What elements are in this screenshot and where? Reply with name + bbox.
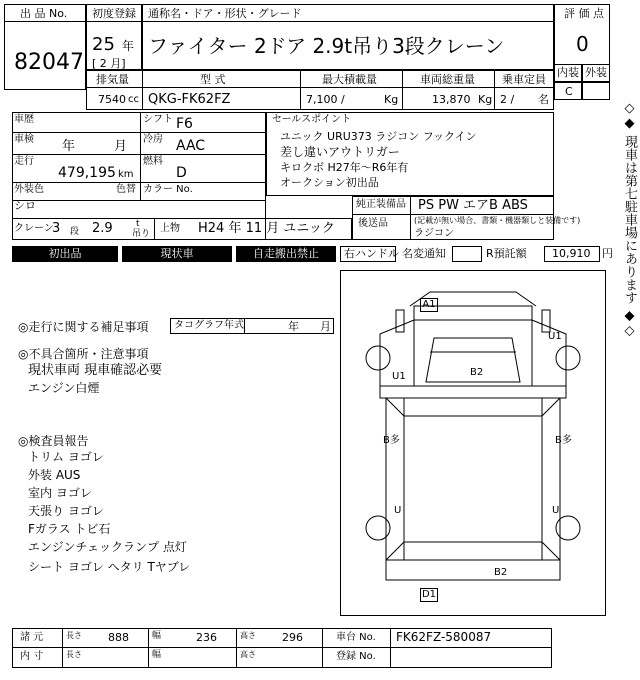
supp-title: ◎走行に関する補足事項	[18, 320, 149, 334]
tacho-year: 年	[288, 320, 299, 333]
name-label: 通称名・ドア・形状・グレード	[148, 7, 302, 20]
dims-row-line	[12, 647, 552, 648]
after-value: ラジコン	[414, 228, 454, 239]
equip-value: PS PW エアB ABS	[418, 198, 528, 213]
crane-ton-sub: 吊り	[132, 229, 151, 239]
header-divider	[86, 4, 554, 22]
fuel-label: 燃料	[143, 156, 163, 167]
len-value: 888	[108, 631, 129, 644]
sales-line-3: キロクボ H27年～R6年有	[280, 161, 409, 174]
load-label: 最大積載量	[322, 73, 377, 86]
equip-sep	[410, 196, 411, 240]
details-row4	[12, 200, 266, 201]
ac-label: 冷房	[143, 134, 163, 145]
spec-sep3	[402, 70, 403, 110]
defect-line-2: エンジン白煙	[28, 381, 100, 395]
rating-value: 0	[576, 32, 589, 56]
reg-label: 初度登録	[92, 7, 136, 20]
damage-u-right: U	[552, 505, 560, 516]
damage-a1: A1	[420, 298, 438, 312]
rating-label: 評 価 点	[564, 7, 604, 20]
damage-b-right: B多	[555, 435, 572, 446]
colorcode-label: 色替	[116, 184, 136, 195]
reg-year: 25	[92, 34, 115, 55]
colorno-label: カラー No.	[143, 184, 193, 195]
mileage-unit: km	[118, 169, 134, 180]
mileage-label: 走行	[14, 156, 34, 167]
color-value: シロ	[14, 199, 36, 212]
disp-label: 排気量	[96, 73, 129, 86]
tacho-label: タコグラフ年式	[174, 320, 244, 331]
crane-stage: 3	[52, 221, 61, 236]
lot-label: 出 品 No.	[20, 7, 68, 20]
type-label: 型 式	[200, 73, 226, 86]
equip-row-line	[352, 214, 554, 215]
load-unit: Kg	[384, 93, 399, 106]
cap-label: 乗車定員	[502, 73, 546, 86]
type-value: QKG-FK62FZ	[148, 92, 231, 107]
fuel-value: D	[176, 165, 187, 181]
reg-month: [ 2 月]	[92, 57, 126, 70]
details-row3	[12, 182, 266, 183]
defect-line-1: 現状車両 現車確認必要	[28, 363, 163, 378]
recycle-value: 10,910	[552, 247, 591, 260]
upper-value: H24 年 11 月 ユニック	[198, 221, 335, 236]
dim-label: 諸 元	[20, 632, 44, 643]
inspector-line-4: 天張り ヨゴレ	[28, 504, 104, 518]
hei-value: 296	[282, 631, 303, 644]
sales-line-2: 差し違いアウトリガー	[280, 145, 400, 159]
damage-u-left: U	[394, 505, 402, 516]
interior-label: 内装	[557, 66, 579, 79]
inspection-label: 車検	[14, 134, 34, 145]
spec-sep1	[142, 70, 143, 110]
disp-value: 7540	[98, 93, 126, 106]
crane-stage-unit: 段	[70, 227, 80, 237]
damage-b2-bottom: B2	[494, 567, 508, 578]
inspector-line-2: 外装 AUS	[28, 468, 81, 482]
insp-year: 年	[62, 139, 76, 154]
cap-value: 2 /	[500, 93, 515, 106]
gvw-label: 車両総重量	[420, 73, 475, 86]
details-row2	[12, 154, 266, 155]
spec-sep2	[300, 70, 301, 110]
sales-line-4: オークション初出品	[280, 176, 379, 189]
color-label: 外装色	[14, 184, 44, 195]
damage-b2-top: B2	[470, 367, 484, 378]
badge-as-is: 現状車	[122, 246, 232, 262]
after-label: 後送品	[358, 218, 388, 229]
inspector-line-1: トリム ヨゴレ	[28, 450, 104, 464]
reg-no-label: 登録 No.	[336, 651, 376, 662]
wid-label-2: 幅	[152, 650, 162, 660]
steering: 右ハンドル	[344, 247, 399, 260]
interior-grade: C	[565, 85, 573, 98]
recycle-label: R預託額	[486, 247, 527, 260]
ac-value: AAC	[176, 138, 206, 154]
dims-sep1	[62, 628, 63, 668]
badge-no-self-drive: 自走搬出禁止	[236, 246, 336, 262]
damage-u1-right: U1	[548, 331, 562, 342]
dims-sep2	[148, 628, 149, 668]
lot-divider	[4, 4, 86, 22]
cap-unit: 名	[538, 93, 549, 106]
defect-title: ◎不具合箇所・注意事項	[18, 347, 149, 361]
inspector-line-7: シート ヨゴレ ヘタリ Tヤブレ	[28, 560, 191, 574]
inspector-line-5: Fガラス トビ石	[28, 522, 111, 536]
disp-unit: cc	[128, 94, 139, 105]
cap-dim-label: 内 寸	[20, 651, 44, 662]
namechg-box	[452, 246, 482, 262]
shift-label: シフト	[143, 114, 173, 125]
upper-label: 上物	[160, 223, 180, 234]
exterior-grade-cell	[582, 82, 610, 100]
hei-label-2: 高さ	[240, 650, 256, 659]
chassis-label: 車台 No.	[336, 632, 376, 643]
tacho-sep	[244, 318, 245, 334]
crane-ton-unit: t	[136, 219, 140, 229]
sales-line-1: ユニック URU373 ラジコン フックイン	[280, 130, 477, 143]
dims-sep5	[390, 628, 391, 668]
crane-sep	[154, 218, 155, 240]
damage-u1-left: U1	[392, 371, 406, 382]
wid-label: 幅	[152, 631, 162, 641]
after-note: (記載が無い場合、書類・機器類しと装備です)	[414, 216, 581, 225]
dims-sep4	[322, 628, 323, 668]
insp-month: 月	[114, 139, 128, 154]
inspector-line-6: エンジンチェックランプ 点灯	[28, 540, 187, 554]
spec-sep4	[494, 70, 495, 110]
mileage-value: 479,195	[58, 165, 116, 181]
wid-value: 236	[196, 631, 217, 644]
load-value: 7,100 /	[306, 93, 345, 106]
shift-value: F6	[176, 116, 193, 132]
exterior-label: 外装	[585, 66, 607, 79]
reg-year-unit: 年	[122, 39, 135, 53]
equip-label: 純正装備品	[356, 199, 406, 210]
inspector-title: ◎検査員報告	[18, 434, 89, 448]
len-label-2: 長さ	[66, 650, 82, 659]
car-name: ファイター 2ドア 2.9t吊り3段クレーン	[148, 34, 505, 58]
recycle-unit: 円	[602, 247, 613, 260]
gvw-unit: Kg	[478, 93, 493, 106]
sales-label: セールスポイント	[272, 114, 352, 125]
lot-number: 82047	[14, 50, 84, 75]
namechg: 名変通知	[402, 247, 446, 260]
crane-label: クレーン	[14, 223, 54, 234]
history-label: 車歴	[14, 114, 34, 125]
details-mid-line	[140, 112, 141, 200]
spec-label-row	[86, 70, 554, 88]
inspector-line-3: 室内 ヨゴレ	[28, 486, 92, 500]
chassis-value: FK62FZ-580087	[396, 630, 492, 644]
sidebar-notice: ◇◆ 現車は第七駐車場にあります ◆◇	[622, 101, 637, 339]
hei-label: 高さ	[240, 631, 256, 640]
badge-first-listing: 初出品	[12, 246, 118, 262]
details-row1	[12, 132, 266, 133]
len-label: 長さ	[66, 631, 82, 640]
gvw-value: 13,870	[432, 93, 471, 106]
tacho-month: 月	[320, 320, 331, 333]
damage-d1: D1	[421, 589, 437, 600]
dims-sep3	[236, 628, 237, 668]
crane-ton: 2.9	[92, 221, 113, 236]
damage-b-left: B多	[383, 435, 400, 446]
